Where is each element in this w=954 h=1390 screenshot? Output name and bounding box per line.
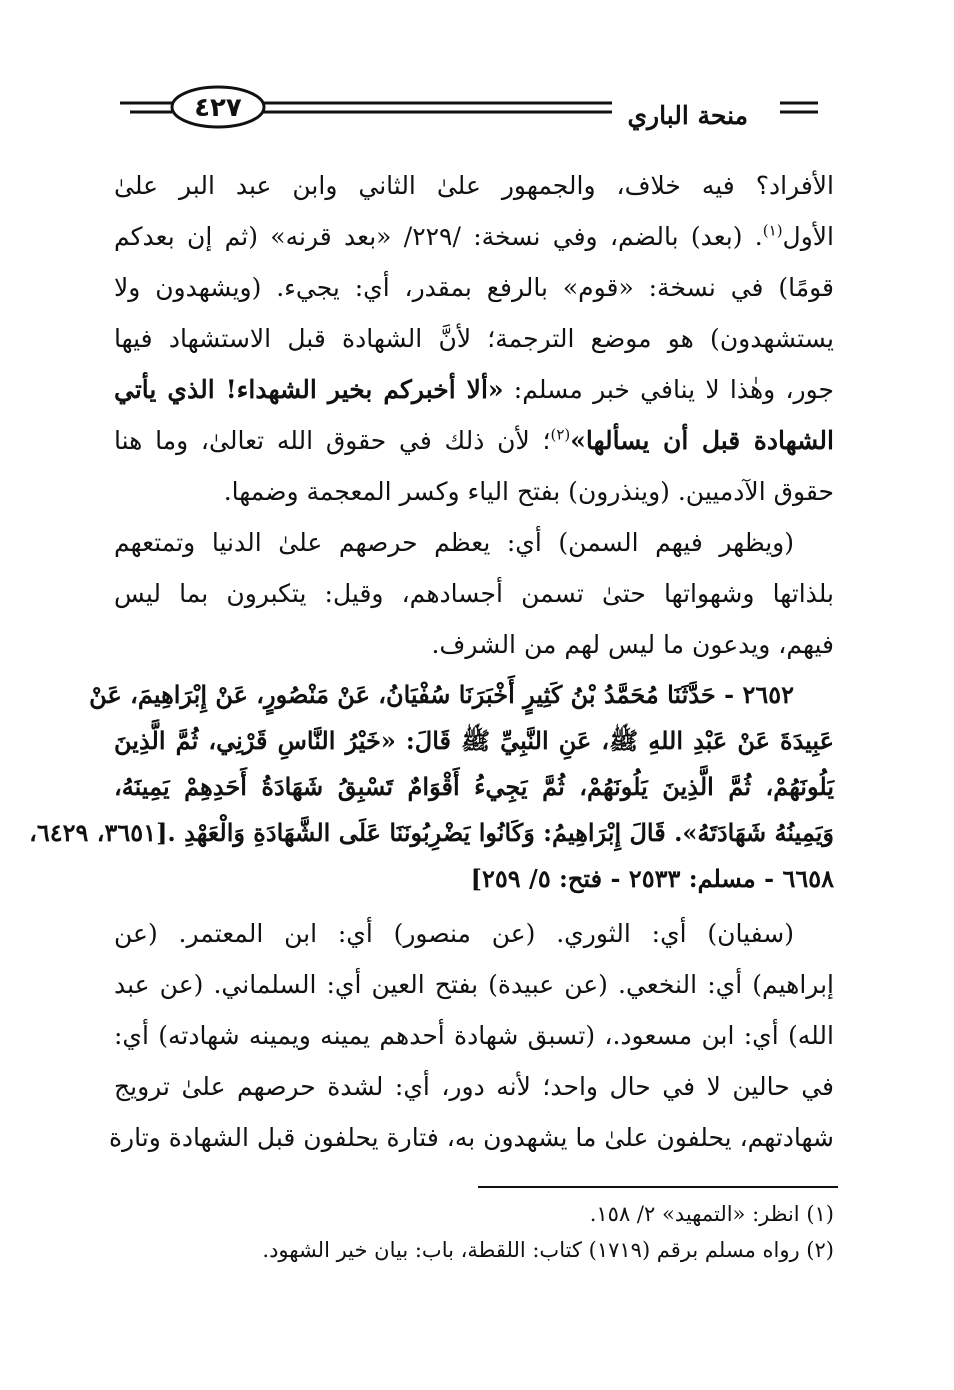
text-line: حقوق الآدميين. (وينذرون) بفتح الياء وكسر المعجمة وضمها.: [223, 477, 834, 506]
footnote-1: (١) انظر: «التمهيد» ٢/ ١٥٨.: [589, 1202, 834, 1226]
quoted-hadith: الشهادة قبل أن يسألها»: [570, 426, 834, 455]
text-line: شهادتهم، يحلفون علىٰ ما يشهدون به، فتارة يحلفون قبل الشهادة وتارة: [108, 1123, 834, 1152]
footnote-ref-1: (١): [762, 221, 783, 240]
hadith-line: عَبِيدَةَ عَنْ عَبْدِ اللهِ ﷺ، عَنِ النَّبِيِّ ﷺ قَالَ: «خَيْرُ النَّاسِ قَرْنِي، ثُمَّ الَّذِينَ: [114, 726, 834, 755]
text-line: الأفراد؟ فيه خلاف، والجمهور علىٰ الثاني وابن عبد البر علىٰ: [114, 171, 834, 200]
paragraph-1: [114, 160, 834, 517]
text-line: [114, 415, 834, 466]
paragraph-2: [114, 517, 834, 670]
hadith-line: وَيَمِينُهُ شَهَادَتَهُ». قَالَ إِبْرَاهِيمُ: وَكَانُوا يَضْرِبُونَنَا عَلَى الشَّهَادَةِ وَالْعَهْدِ .[٣٦٥١، ٦٤٢٩،: [29, 818, 834, 847]
hadith-reference: ٦٦٥٨ - مسلم: ٢٥٣٣ - فتح: ٥/ ٢٥٩]: [470, 864, 834, 893]
footnote-ref-2: (٢): [550, 425, 571, 444]
text-line: يستشهدون) هو موضع الترجمة؛ لأنَّ الشهادة قبل الاستشهاد فيها: [114, 324, 834, 353]
book-title: منحة الباري: [627, 101, 748, 130]
text-fragment: ؛ لأن ذلك في حقوق الله تعالىٰ، وما هنا: [114, 426, 551, 455]
text-line: إبراهيم) أي: النخعي. (عن عبيدة) بفتح العين أي: السلماني. (عن عبد: [114, 970, 834, 999]
text-line: الله) أي: ابن مسعود.، (تسبق شهادة أحدهم يمينه ويمينه شهادته) أي:: [114, 1021, 834, 1050]
hadith-line: ٢٦٥٢ - حَدَّثَنَا مُحَمَّدُ بْنُ كَثِيرٍ أَخْبَرَنَا سُفْيَانُ، عَنْ مَنْصُورٍ، عَنْ إِبْرَاهِيمَ، عَنْ: [89, 680, 794, 709]
page-number: ٤٢٧: [194, 93, 242, 123]
footnote-2: (٢) رواه مسلم برقم (١٧١٩) كتاب: اللقطة، باب: بيان خير الشهود.: [262, 1238, 834, 1262]
text-fragment: الأول: [782, 222, 834, 251]
quoted-hadith: «ألا أخبركم بخير الشهداء! الذي يأتي: [114, 375, 504, 404]
text-line: في حالين لا في حال واحد؛ لأنه دور، أي: لشدة حرصهم علىٰ ترويج: [114, 1072, 834, 1101]
text-line: قومًا) في نسخة: «قوم» بالرفع بمقدر، أي: يجيء. (ويشهدون ولا: [114, 273, 834, 302]
text-line: فيهم، ويدعون ما ليس لهم من الشرف.: [431, 630, 834, 659]
header-ornament: [0, 0, 954, 150]
hadith-line: يَلُونَهُمْ، ثُمَّ الَّذِينَ يَلُونَهُمْ، ثُمَّ يَجِيءُ أَقْوَامٌ تَسْبِقُ شَهَادَةُ أَحَدِهِمْ يَمِينَهُ،: [114, 772, 834, 801]
text-line: [114, 364, 834, 415]
footnotes: [114, 1196, 834, 1268]
page-header: [0, 0, 954, 150]
text-fragment: جور، وهٰذا لا ينافي خبر مسلم:: [503, 375, 834, 404]
footnote-divider: [478, 1186, 838, 1188]
text-line: بلذاتها وشهواتها حتىٰ تسمن أجسادهم، وقيل: يتكبرون بما ليس: [114, 579, 834, 608]
text-fragment: . (بعد) بالضم، وفي نسخة: /٢٢٩/ «بعد قرنه» (ثم إن بعدكم: [114, 222, 763, 251]
paragraph-3: [108, 908, 834, 1163]
text-line: (سفيان) أي: الثوري. (عن منصور) أي: ابن المعتمر. (عن: [114, 919, 794, 948]
text-line: [114, 211, 834, 262]
text-line: (ويظهر فيهم السمن) أي: يعظم حرصهم علىٰ الدنيا وتمتعهم: [114, 528, 794, 557]
hadith-block: [29, 672, 834, 902]
main-text: [29, 160, 834, 1163]
